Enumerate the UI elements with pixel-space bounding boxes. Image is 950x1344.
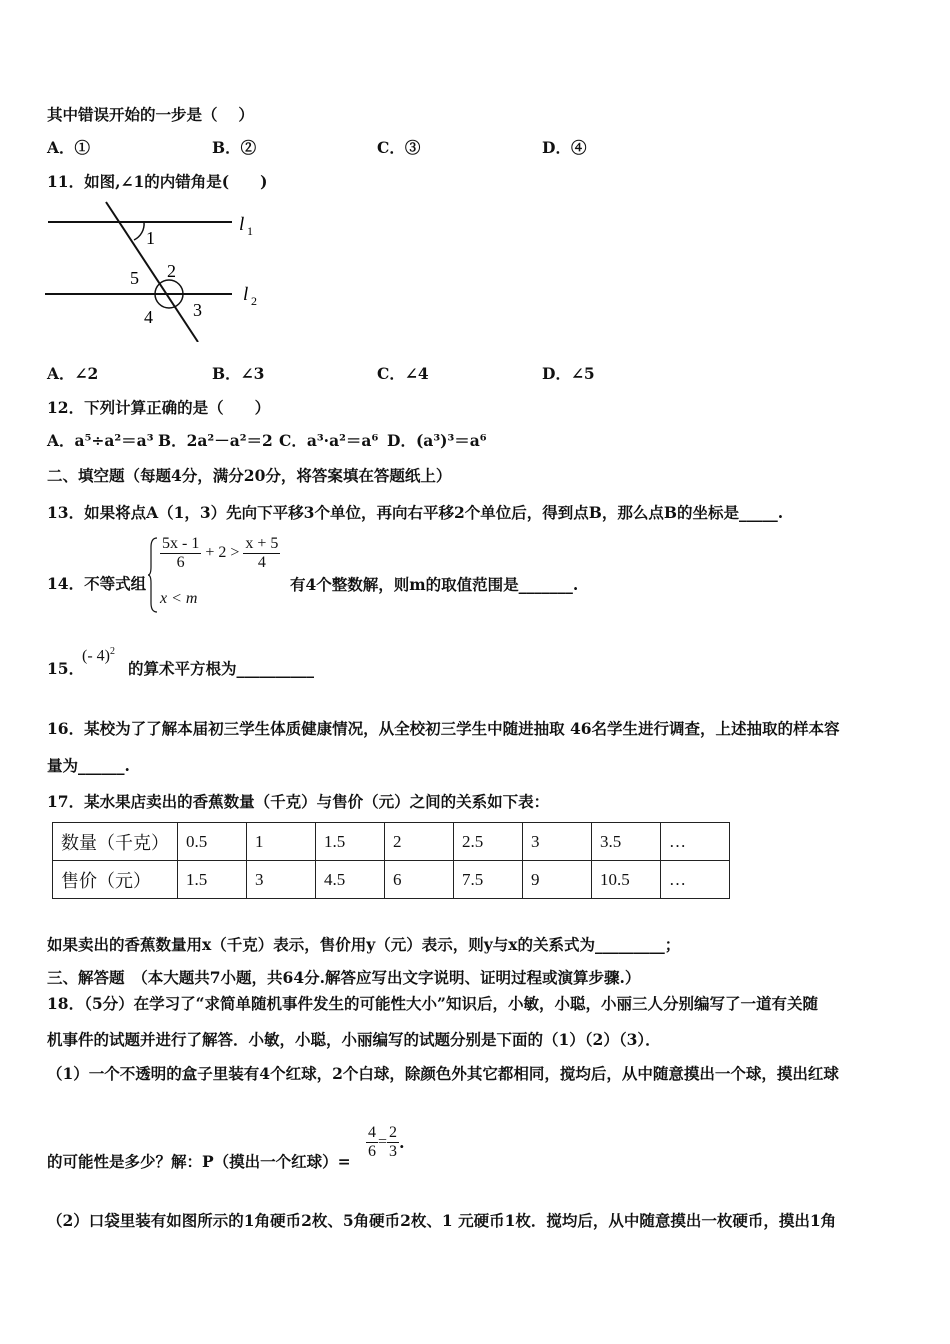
table-cell: 9	[523, 861, 592, 899]
q16-line-2: 量为______.	[47, 756, 130, 775]
q12-option-b: B．2a²－a²＝2	[158, 431, 273, 450]
line-label-l2-sub: 2	[251, 294, 257, 308]
table-cell: 3.5	[592, 823, 661, 861]
table-cell: 1.5	[178, 861, 247, 899]
brace-icon	[148, 537, 158, 613]
q14-ineq-mid: + 2 >	[205, 544, 240, 562]
line-label-l1-sub: 1	[247, 224, 253, 238]
q18-equals: =	[378, 1133, 388, 1151]
q14-frac-2	[243, 535, 280, 572]
q10-option-b: B．②	[212, 138, 257, 157]
table-cell: 2.5	[454, 823, 523, 861]
q10-stem: 其中错误开始的一步是（ ）	[47, 105, 254, 124]
q15-expression	[82, 646, 115, 665]
q13-text: 13．如果将点A（1，3）先向下平移3个单位，再向右平移2个单位后，得到点B，那么点B的坐标是_____.	[47, 503, 784, 522]
table-cell: 1.5	[316, 823, 385, 861]
q18-frac-1	[366, 1124, 378, 1161]
table-cell: 2	[385, 823, 454, 861]
q12-option-d: D．(a³)³＝a⁶	[387, 431, 487, 450]
q11-option-b: B．∠3	[212, 364, 265, 383]
q11-option-a: A．∠2	[47, 364, 99, 383]
q14-ineq-2: x < m	[160, 590, 198, 607]
q11-option-d: D．∠5	[542, 364, 595, 383]
q18-line-2: 机事件的试题并进行了解答．小敏，小聪，小丽编写的试题分别是下面的（1）（2）（3）．	[47, 1030, 661, 1049]
q18-probability-expression	[366, 1124, 405, 1161]
table-cell: …	[661, 861, 730, 899]
banana-price-table	[52, 822, 730, 899]
q18-frac-2-num: 2	[389, 1124, 398, 1141]
q11-option-c: C．∠4	[377, 364, 429, 383]
section-3-heading: 三、解答题 （本大题共7小题，共64分.解答应写出文字说明、证明过程或演算步骤.）	[47, 968, 641, 987]
q15-power: 2	[109, 646, 115, 657]
q15-base: (- 4)	[82, 647, 110, 665]
q12-stem: 12．下列计算正确的是（ ）	[47, 398, 271, 417]
q15-suffix: 的算术平方根为__________	[128, 659, 315, 678]
table-row	[53, 823, 730, 861]
table-cell: 10.5	[592, 861, 661, 899]
section-2-heading: 二、填空题（每题4分，满分20分，将答案填在答题纸上）	[47, 466, 452, 485]
angle-label-4: 4	[144, 307, 153, 327]
q17-follow: 如果卖出的香蕉数量用x（千克）表示，售价用y（元）表示，则y与x的关系式为_________；	[47, 935, 681, 954]
table-cell: 0.5	[178, 823, 247, 861]
q10-option-a: A．①	[47, 138, 91, 157]
q18-frac-1-num: 4	[368, 1124, 376, 1141]
q14-suffix: 有4个整数解，则m的取值范围是_______.	[290, 575, 579, 594]
table-header-cell: 数量（千克）	[53, 823, 178, 861]
q12-option-c: C．a³·a²＝a⁶	[279, 431, 379, 450]
table-header-cell: 售价（元）	[53, 861, 178, 899]
table-cell: 6	[385, 861, 454, 899]
table-cell: 3	[523, 823, 592, 861]
table-cell: 7.5	[454, 861, 523, 899]
angle-label-5: 5	[130, 268, 139, 288]
q17-stem: 17．某水果店卖出的香蕉数量（千克）与售价（元）之间的关系如下表：	[47, 792, 550, 811]
q15-prefix: 15．	[47, 659, 85, 678]
q18-line-1: 18．（5分）在学习了“求简单随机事件发生的可能性大小”知识后，小敏，小聪，小丽三人分别编写了一道有关随	[47, 994, 818, 1013]
parallel-lines-figure	[40, 192, 280, 342]
q18-frac-2-den: 3	[389, 1143, 398, 1160]
q10-option-c: C．③	[377, 138, 421, 157]
line-label-l1: l	[239, 214, 245, 235]
q14-frac-1-num: 5x - 1	[162, 535, 200, 552]
q18-part-1-line-2: 的可能性是多少？解：P（摸出一个红球）=	[47, 1152, 351, 1171]
q14-frac-1-den: 6	[176, 554, 185, 571]
table-row	[53, 861, 730, 899]
q10-option-d: D．④	[542, 138, 587, 157]
table-cell: …	[661, 823, 730, 861]
angle-label-3: 3	[193, 300, 202, 320]
q18-part-1-line-1: （1）一个不透明的盒子里装有4个红球，2个白球，除颜色外其它都相同，搅均后，从中随意摸出一个球，摸出红球	[47, 1064, 839, 1083]
q14-prefix: 14．不等式组	[47, 574, 147, 593]
line-label-l2: l	[243, 284, 249, 305]
q12-option-a: A．a⁵÷a²＝a³	[47, 431, 154, 450]
q14-frac-2-den: 4	[257, 554, 266, 571]
q18-frac-1-den: 6	[368, 1143, 376, 1160]
q11-stem: 11．如图,∠1的内错角是( )	[47, 172, 268, 191]
angle-1-arc	[134, 222, 144, 240]
table-cell: 1	[247, 823, 316, 861]
q16-line-1: 16．某校为了了解本届初三学生体质健康情况，从全校初三学生中随进抽取 46名学生进行调查，上述抽取的样本容	[47, 719, 840, 738]
q14-frac-2-num: x + 5	[245, 535, 279, 552]
angle-label-1: 1	[146, 228, 155, 248]
q18-frac-2	[387, 1124, 399, 1161]
q18-period: .	[399, 1133, 405, 1152]
q18-part-2-line-1: （2）口袋里装有如图所示的1角硬币2枚、5角硬币2枚、1 元硬币1枚．搅均后，从中随意摸出一枚硬币，摸出1角	[47, 1211, 837, 1230]
q14-frac-1	[160, 535, 201, 572]
table-cell: 3	[247, 861, 316, 899]
table-cell: 4.5	[316, 861, 385, 899]
angle-label-2: 2	[167, 261, 176, 281]
